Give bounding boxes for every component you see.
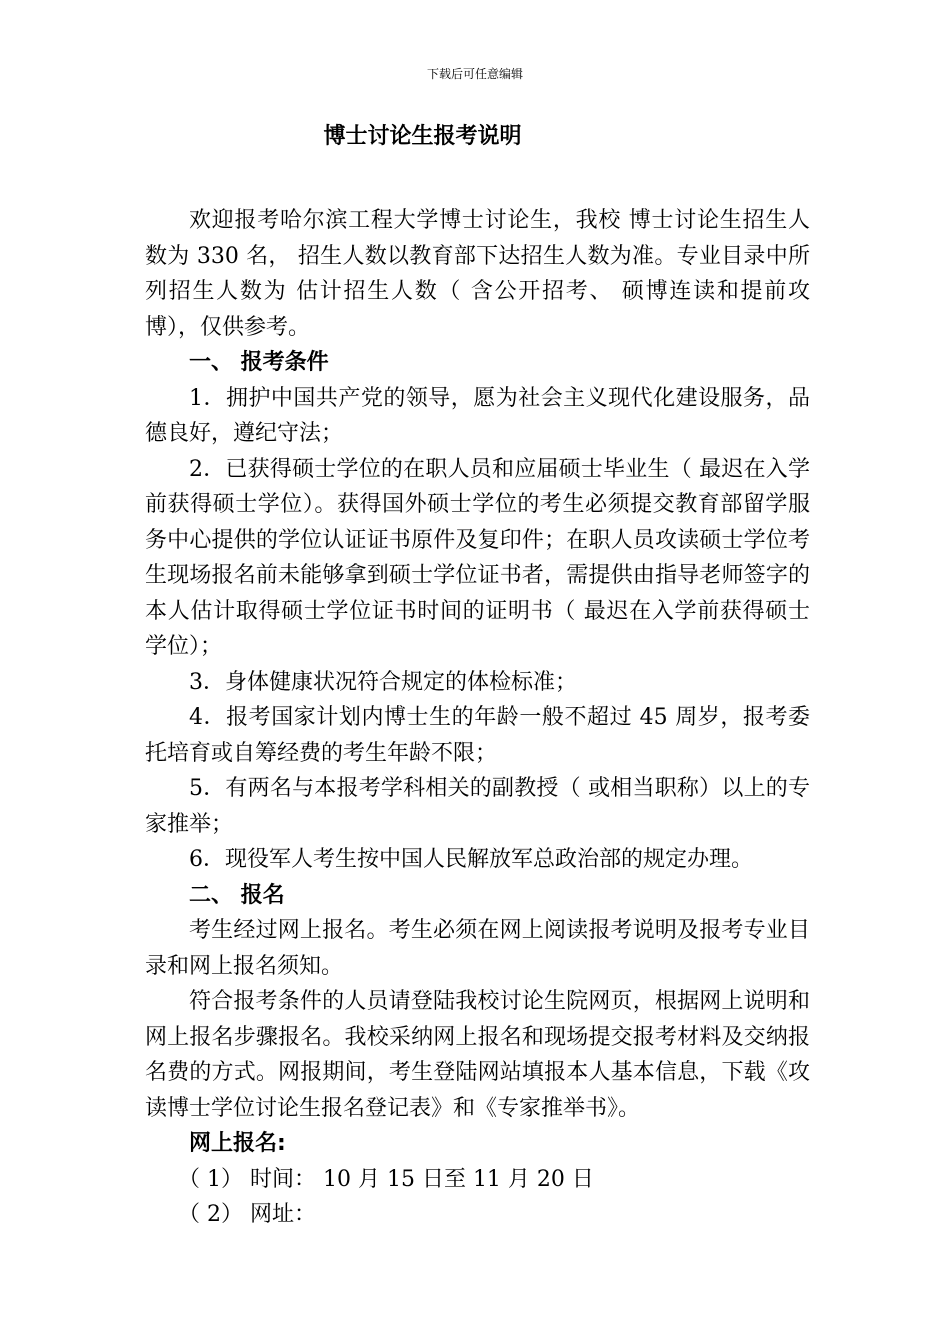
registration-paragraph-2: 符合报考条件的人员请登陆我校讨论生院网页，根据网上说明和网上报名步骤报名。我校采纳网上报名和现场提交报考材料及交纳报名费的方式。网报期间，考生登陆网站填报本人基本信息，下载《攻读博士学位讨论生报名登记表》和《专家推举书》。 — [145, 989, 810, 1121]
condition-item-6: 6．现役军人考生按中国人民解放军总政治部的规定办理。 — [189, 847, 753, 872]
condition-item-2: 2．已获得硕士学位的在职人员和应届硕士毕业生（ 最迟在入学前获得硕士学位）。获得国外硕士学位的考生必须提交教育部留学服务中心提供的学位认证证书原件及复印件；在职人员攻读硕士学位考生现场报名前未能够拿到硕士学位证书者，需提供由指导老师签字的本人估计取得硕士学位证书时间的证明书（ 最迟在入学前获得硕士学位）； — [145, 456, 810, 659]
section-heading-conditions: 一、 报考条件 — [189, 350, 329, 375]
intro-paragraph: 欢迎报考哈尔滨工程大学博士讨论生，我校 博士讨论生招生人数为 330 名， 招生人数以教育部下达招生人数为准。专业目录中所列招生人数为 估计招生人数（ 含公开招考、 硕博连读和提前攻博），仅供参考。 — [145, 208, 810, 340]
section-heading-registration: 二、 报名 — [189, 882, 285, 908]
online-registration-url: （ 2） 网址： — [178, 1202, 316, 1227]
condition-item-3: 3．身体健康状况符合规定的体检标准； — [189, 669, 577, 695]
condition-item-1: 1．拥护中国共产党的领导，愿为社会主义现代化建设服务，品德良好，遵纪守法； — [145, 385, 810, 446]
condition-item-4: 4．报考国家计划内博士生的年龄一般不超过 45 周岁，报考委托培育或自筹经费的考生年龄不限； — [145, 705, 810, 766]
header-note: 下载后可任意编辑 — [426, 67, 523, 81]
online-registration-time: （ 1） 时间： 10 月 15 日至 11 月 20 日 — [178, 1166, 594, 1192]
document-body — [145, 203, 810, 1233]
condition-item-5: 5．有两名与本报考学科相关的副教授（ 或相当职称）以上的专家推举； — [145, 776, 810, 837]
online-registration-heading: 网上报名: — [189, 1131, 286, 1156]
document-title: 博士讨论生报考说明 — [323, 124, 522, 149]
registration-paragraph-1: 考生经过网上报名。考生必须在网上阅读报考说明及报考专业目录和网上报名须知。 — [145, 918, 810, 979]
